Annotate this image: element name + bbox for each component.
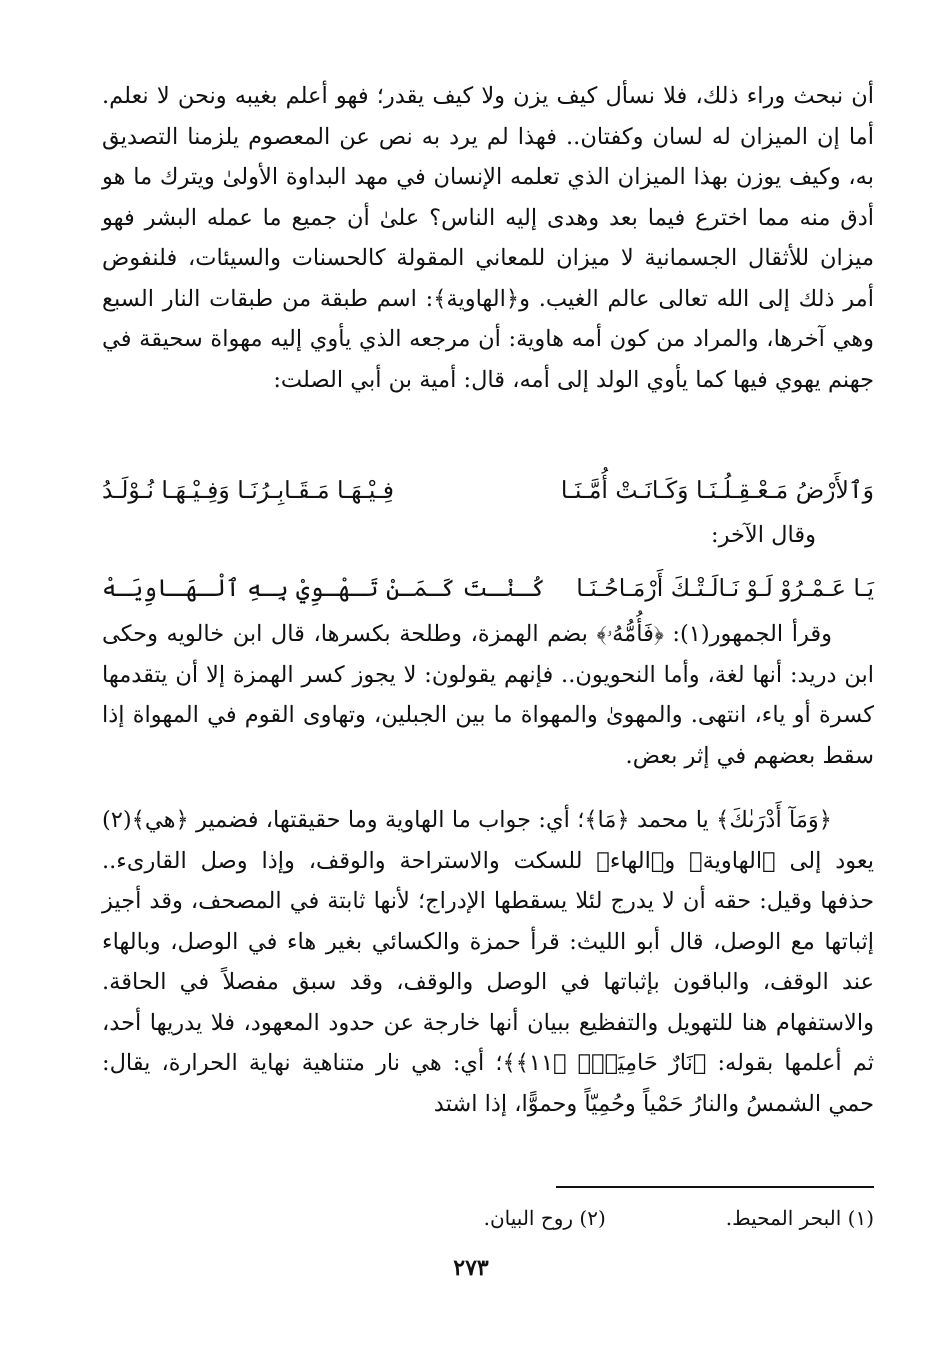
verse-second-hemistich: كُـنْـتَ كَـمَـنْ تَـهْـوِيْ بِـهِ ٱلْـهَـاوِيَـهْ xyxy=(102,574,545,602)
footnote-2: (٢) روح البيان. xyxy=(483,1206,606,1230)
footnotes xyxy=(274,1200,874,1236)
footnote-divider xyxy=(556,1186,874,1188)
body-paragraph: ﴿وَمَآ أَدْرَىٰكَ﴾ يا محمد ﴿مَا﴾؛ أي: جواب ما الهاوية وما حقيقتها، فضمير ﴿هي﴾(٢) يعود إلى ﴿الهاوية﴾ و﴿الهاء﴾ للسكت والاستراحة والوقف، وإذا وصل القارىء.. حذفها وقيل: حقه أن لا يدرج لئلا يسقطها الإدراج؛ لأنها ثابتة في المصحف، وقد أجيز إثباتها مع الوصل، قال أبو الليث: قرأ حمزة والكسائي بغير هاء في الوصل، وبالهاء عند الوقف، والباقون بإثباتها في الوصل والوقف، وقد سبق مفصلاً في الحاقة. والاستفهام هنا للتهويل والتفظيع ببيان أنها خارجة عن حدود المعهود، فلا يدريها أحد، ثم أعلمها بقوله: ﴿نَارٌ حَامِيَةٌۢ ﴿١١﴾﴾؛ أي: هي نار متناهية نهاية الحرارة، يقال: حمي الشمسُ والنارُ حَمْياً وحُمِيّاً وحموًّا، إذا اشتد xyxy=(102,807,874,1117)
verse-intro-text: وقال الآخر: xyxy=(711,522,816,548)
page-number: ٢٧٣ xyxy=(453,1255,489,1281)
verse-second-hemistich: فِـيْـهَـا مَـقَـابِـرُنَـا وَفِـيْـهَـا نُـوْلَـدُ xyxy=(102,476,395,504)
body-paragraph: وقرأ الجمهور(١): ﴿فَأُمُّهُۥ﴾ بضم الهمزة، وطلحة بكسرها، قال ابن خالويه وحكى ابن دريد: أنها لغة، وأما النحويون.. فإنهم يقولون: لا يجوز كسر الهمزة إلا أن يتقدمها كسرة أو ياء، انتهى. والمهوىٰ والمهواة ما بين الجبلين، وتهاوى القوم في المهواة إذا سقط بعضهم في إثر بعض. xyxy=(102,621,874,769)
footnote-1: (١) البحر المحيط. xyxy=(725,1206,874,1230)
poem-verse xyxy=(102,470,874,510)
poem-verse xyxy=(102,568,874,608)
verse-first-hemistich: يَـا عَـمْـرُوْ لَـوْ نَـالَـتْـكَ أَرْمَـاحُـنَـا xyxy=(576,574,874,602)
verse-first-hemistich: وَٱلأَرْضُ مَـعْـقِـلُـنَـا وَكَـانَـتْ أُمَّـنَـا xyxy=(560,476,874,504)
body-paragraph: أن نبحث وراء ذلك، فلا نسأل كيف يزن ولا كيف يقدر؛ فهو أعلم بغيبه ونحن لا نعلم. أما إن الميزان له لسان وكفتان.. فهذا لم يرد به نص عن المعصوم يلزمنا التصديق به، وكيف يوزن بهذا الميزان الذي تعلمه الإنسان في مهد البداوة الأولىٰ ويترك ما هو أدق منه مما اخترع فيما بعد وهدى إليه الناس؟ علىٰ أن جميع ما عمله البشر فهو ميزان للأثقال الجسمانية لا ميزان للمعاني المقولة كالحسنات والسيئات، فلنفوض أمر ذلك إلى الله تعالى عالم الغيب. و﴿الهاوية﴾: اسم طبقة من طبقات النار السبع وهي آخرها، والمراد من كون أمه هاوية: أن مرجعه الذي يأوي إليه مهواة سحيقة في جهنم يهوي فيها كما يأوي الولد إلى أمه، قال: أمية بن أبي الصلت: xyxy=(102,83,874,393)
